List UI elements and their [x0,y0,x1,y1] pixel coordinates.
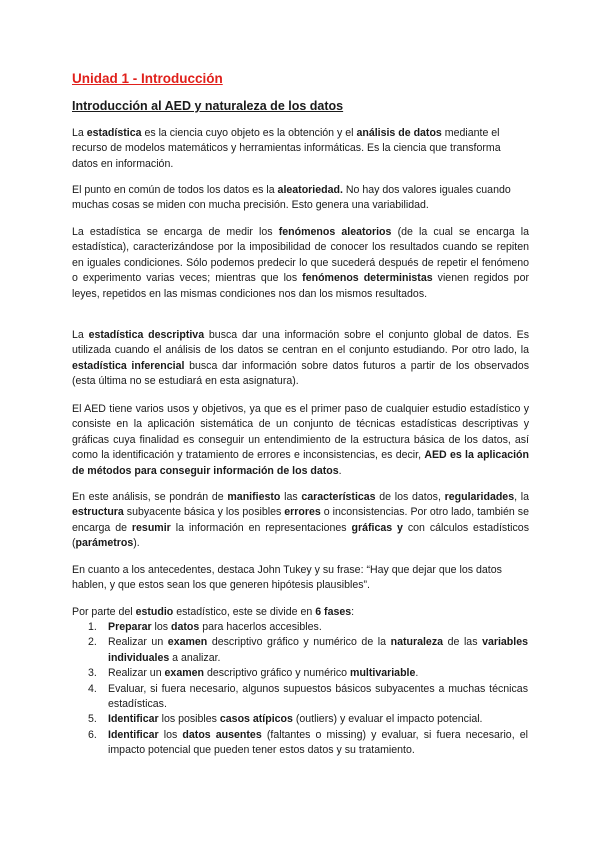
list-number: 6. [88,728,97,741]
list-item: 3. Realizar un examen descriptivo gráfico y numérico multivariable. [88,666,528,681]
list-number: 2. [88,636,97,649]
paragraph-estadistica: La estadística es la ciencia cuyo objeto es la obtención y el análisis de datos mediante el recurso de modelos matemáticos y herramientas informáticas. Es la ciencia que transforma datos en información. [72,127,501,170]
list-number: 3. [88,667,97,680]
list-item: 2. Realizar un examen descriptivo gráfico y numérico de la naturaleza de las variables individuales a analizar. [88,636,529,664]
paragraph-fases-intro: Por parte del estudio estadístico, este se divide en 6 fases: [72,606,355,618]
paragraph-analisis: En este análisis, se pondrán de manifiesto las características de los datos, regularidades, la estructura subyacente básica y los posibles errores o inconsistencias. Por otro lado, también se encarga de resumir la información en representaciones gráficas y con cálculos estadísticos (parámetros). [72,491,529,550]
paragraph-descriptiva-inferencial: La estadística descriptiva busca dar una información sobre el conjunto global de datos. Es utilizada cuando el análisis de los datos se centran en el conjunto estudiando. Por otro lado, la estadística inferencial busca dar información sobre datos futuros a partir de los observados (esta última no se estudiará en esta asignatura). [72,329,530,388]
paragraph-fenomenos: La estadística se encarga de medir los fenómenos aleatorios (de la cual se encarga la estadística), caracterizándose por la imposibilidad de conocer los resultados cuando se repiten en iguales condiciones. Sólo podemos predecir lo que sucederá después de repetir el fenómeno o experimento varias veces; mientras que los fenómenos deterministas vienen regidos por leyes, repetidos en las mismas condiciones nos dan los mismos resultados. [72,226,529,300]
list-number: 5. [88,713,97,726]
list-item: 6. Identificar los datos ausentes (faltantes o missing) y evaluar, si fuera necesario, el impacto potencial que pueden tener estos datos y su tratamiento. [88,728,528,757]
list-item: 1. Preparar los datos para hacerlos accesibles. [88,620,528,635]
list-item: 4. Evaluar, si fuera necesario, algunos supuestos básicos subyacentes a muchas técnicas estadísticas. [88,682,528,711]
paragraph-aleatoriedad: El punto en común de todos los datos es la aleatoriedad. No hay dos valores iguales cuando muchas cosas se miden con mucha precisión. Esto genera una variabilidad. [72,184,511,212]
paragraph-tukey: En cuanto a los antecedentes, destaca John Tukey y su frase: “Hay que dejar que los datos hablen, y que estos sean los que generen hipótesis plausibles”. [72,564,502,592]
list-item: 5. Identificar los posibles casos atípicos (outliers) y evaluar el impacto potencial. [88,712,528,727]
paragraph-aed: El AED tiene varios usos y objetivos, ya que es el primer paso de cualquier estudio estadístico y consiste en la aplicación sistemática de un conjunto de técnicas estadísticas descriptivas y gráficas cuya finalidad es conseguir un entendimiento de la estructura básica de los datos, así como la identificación y tratamiento de errores e inconsistencias, es decir, AED es la aplicación de métodos para conseguir información de los datos. [72,403,529,477]
section-title: Introducción al AED y naturaleza de los datos [72,99,344,113]
list-number: 1. [88,621,97,633]
list-number: 4. [88,682,97,695]
phases-list [88,620,528,759]
unit-title: Unidad 1 - Introducción [72,71,223,86]
